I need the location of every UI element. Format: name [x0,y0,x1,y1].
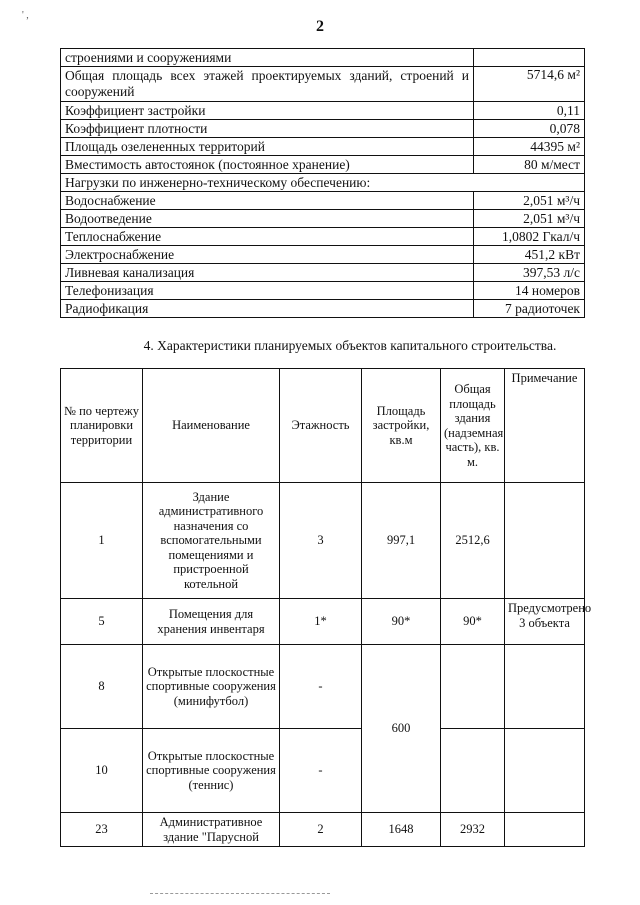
table-row [61,729,585,813]
indicator-group-heading: Нагрузки по инженерно-техническому обеспечению: [61,174,585,192]
table-row [61,102,585,120]
object-name: Открытые плоскостные спортивные сооружения (теннис) [143,729,280,813]
object-area: 1648 [362,813,441,847]
table-row [61,174,585,192]
table-row [61,49,585,67]
indicator-label: Общая площадь всех этажей проектируемых зданий, строений и сооружений [61,67,474,102]
indicator-value: 0,11 [474,102,585,120]
header-name: Наименование [143,369,280,483]
header-total-area: Общая площадь здания (надземная часть), кв. м. [441,369,505,483]
object-floors: 3 [280,483,362,599]
header-floors: Этажность [280,369,362,483]
object-name: Открытые плоскостные спортивные сооружения (минифутбол) [143,645,280,729]
table-row [61,138,585,156]
object-number: 10 [61,729,143,813]
table-row [61,67,585,102]
table-row [61,192,585,210]
object-name: Административное здание "Парусной [143,813,280,847]
indicator-value [474,49,585,67]
object-floors: 2 [280,813,362,847]
object-total-area: 90* [441,599,505,645]
object-floors: - [280,645,362,729]
object-area: 90* [362,599,441,645]
table-row [61,813,585,847]
indicator-label: Ливневая канализация [61,264,474,282]
indicator-label: Теплоснабжение [61,228,474,246]
indicator-value: 397,53 л/с [474,264,585,282]
indicator-value: 1,0802 Гкал/ч [474,228,585,246]
object-number: 1 [61,483,143,599]
indicator-label: Радиофикация [61,300,474,318]
footer-divider [150,893,330,894]
indicator-label: строениями и сооружениями [61,49,474,67]
header-note: Примечание [505,369,585,483]
object-note [505,645,585,729]
object-total-area [441,645,505,729]
object-total-area: 2932 [441,813,505,847]
object-note: Предусмотрено 3 объекта [505,599,585,645]
object-name: Помещения для хранения инвентаря [143,599,280,645]
object-note [505,813,585,847]
object-number: 23 [61,813,143,847]
header-area: Площадь застройки, кв.м [362,369,441,483]
object-total-area: 2512,6 [441,483,505,599]
section-heading: 4. Характеристики планируемых объектов капитального строительства. [143,338,557,353]
table-header-row [61,369,585,483]
object-floors: 1* [280,599,362,645]
object-name: Здание административного назначения со вспомогательными помещениями и пристроенной котельной [143,483,280,599]
table-row [61,246,585,264]
indicator-label: Коэффициент застройки [61,102,474,120]
indicator-value: 80 м/мест [474,156,585,174]
indicator-label: Площадь озелененных территорий [61,138,474,156]
object-total-area [441,729,505,813]
indicator-value: 7 радиоточек [474,300,585,318]
indicator-label: Электроснабжение [61,246,474,264]
page-number: 2 [316,18,324,35]
table-row [61,282,585,300]
indicator-label: Телефонизация [61,282,474,300]
table-row [61,156,585,174]
object-floors: - [280,729,362,813]
indicator-value: 5714,6 м² [474,67,585,102]
object-number: 8 [61,645,143,729]
indicator-label: Вместимость автостоянок (постоянное хранение) [61,156,474,174]
indicator-value: 2,051 м³/ч [474,210,585,228]
table-row [61,645,585,729]
table-row [61,483,585,599]
indicator-value: 14 номеров [474,282,585,300]
object-note [505,729,585,813]
indicator-value: 451,2 кВт [474,246,585,264]
object-note [505,483,585,599]
table-row [61,210,585,228]
header-number: № по чертежу планировки территории [61,369,143,483]
scan-specks: ' , [22,10,29,21]
object-area: 600 [362,645,441,813]
indicator-value: 2,051 м³/ч [474,192,585,210]
table-row [61,599,585,645]
indicator-value: 0,078 [474,120,585,138]
object-area: 997,1 [362,483,441,599]
indicators-table [60,48,585,318]
indicator-label: Водоотведение [61,210,474,228]
table-row [61,300,585,318]
table-row [61,264,585,282]
object-number: 5 [61,599,143,645]
indicator-label: Водоснабжение [61,192,474,210]
objects-table [60,368,592,847]
indicator-label: Коэффициент плотности [61,120,474,138]
table-row [61,228,585,246]
indicator-value: 44395 м² [474,138,585,156]
table-row [61,120,585,138]
